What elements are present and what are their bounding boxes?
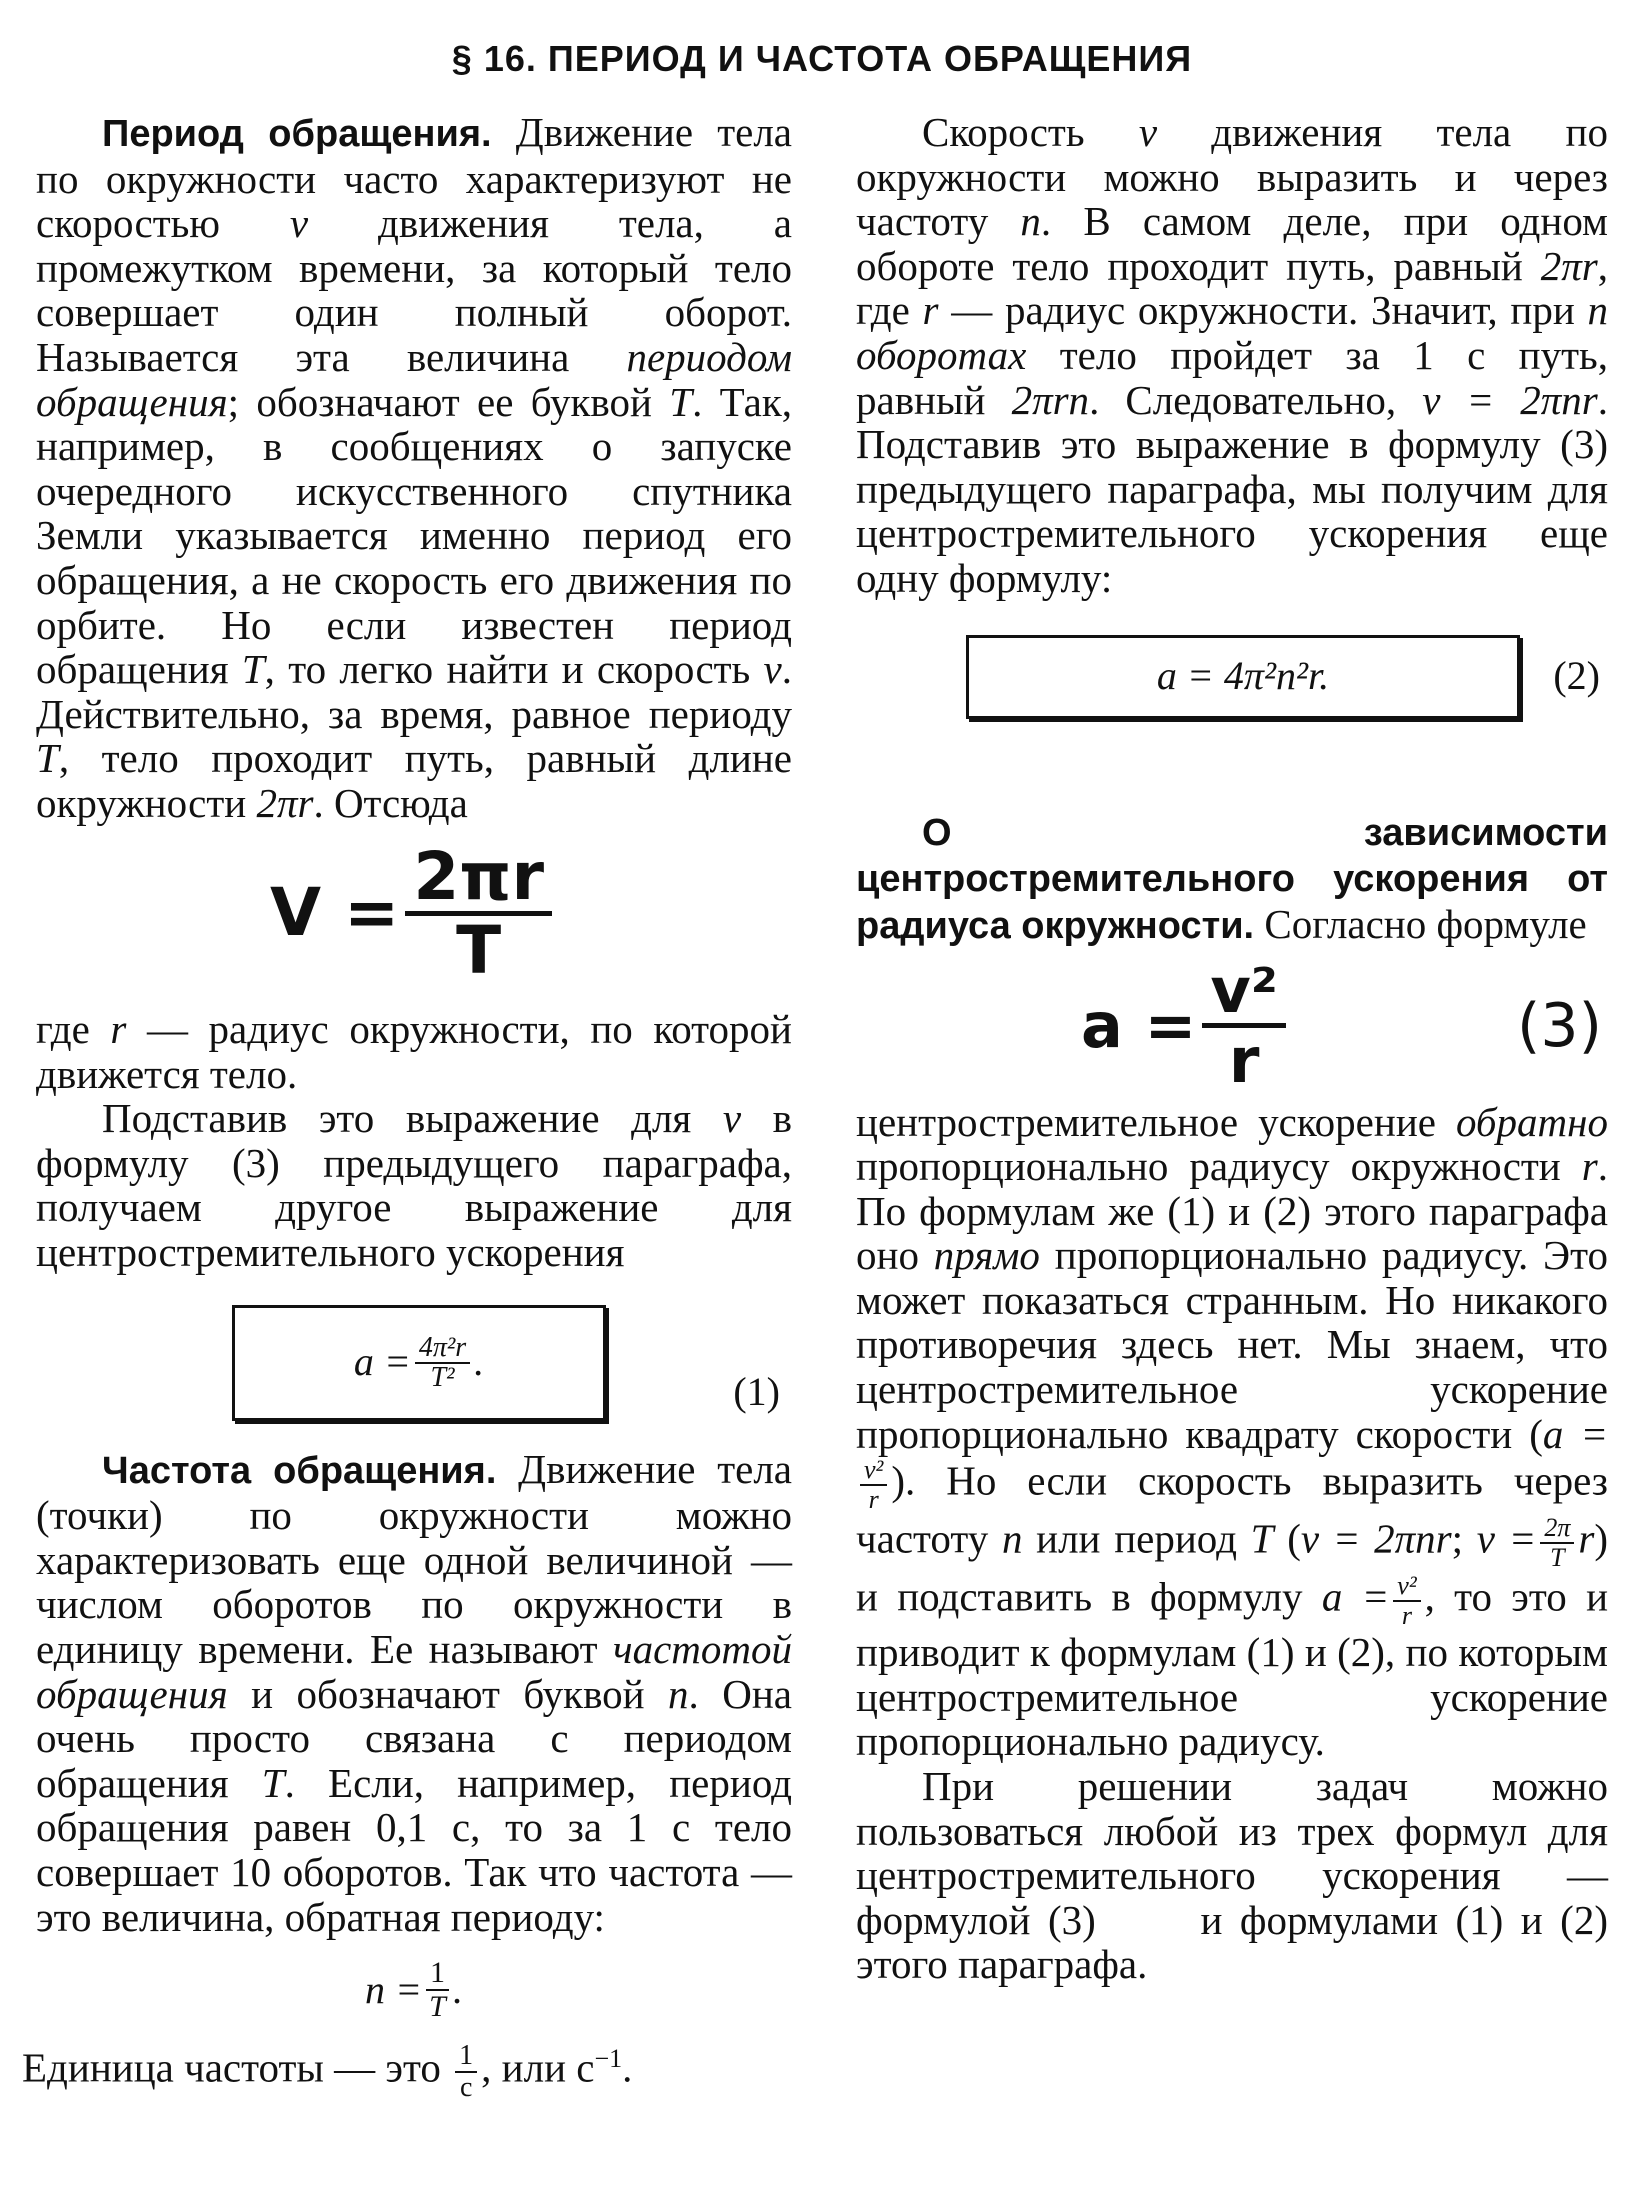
formula-box-2: a = 4π²n²r.: [966, 635, 1520, 719]
paragraph-where-r: [36, 1007, 792, 1096]
text: , или с: [481, 2044, 595, 2091]
subheading-frequency: Частота обращения.: [102, 1449, 497, 1492]
fraction-denominator: с: [459, 2072, 473, 2104]
expr-v-equals: v = 2πnr: [1300, 1515, 1452, 1562]
var-n: n: [1020, 198, 1041, 245]
fraction-numerator: 1: [455, 2041, 477, 2073]
inline-formula-lhs: a =: [1542, 1410, 1608, 1457]
paragraph-frequency: [36, 1447, 792, 1940]
formula-dot: .: [474, 1339, 485, 1385]
text: ;: [1451, 1515, 1477, 1562]
exponent: −1: [594, 2044, 623, 2074]
text: . Так, например, в сообщениях о запуске очередного искусственного спутника Земли указывается именно период его обращения, а не скорость его движения по орбите. Но если известен период обращения: [36, 378, 792, 693]
text: Движение тела по окружности часто характеризуют не скоростью: [36, 109, 792, 247]
text: (: [1273, 1515, 1301, 1562]
expr-2pir: 2πr: [256, 779, 314, 826]
var-T: T: [261, 1759, 285, 1806]
left-column: [22, 109, 793, 2104]
text: ; обозначают ее буквой: [227, 378, 670, 425]
text: . Подставив это выражение в формулу (3) предыдущего параграфа, мы получим для центростремительного ускорения еще одну формулу:: [856, 376, 1608, 601]
term-period: периодом обращения: [36, 333, 792, 425]
text: тело пройдет за 1 с путь, равный: [856, 331, 1608, 423]
emph-inversely: обратно: [1455, 1098, 1608, 1145]
var-T: T: [36, 735, 59, 782]
inline-fraction: [1393, 1572, 1420, 1630]
fraction-numerator: 2π: [1540, 1514, 1574, 1544]
paragraph-period: [36, 110, 792, 826]
paragraph-dependence: [856, 809, 1608, 949]
formula-lhs: a =: [353, 1339, 411, 1385]
unit-fraction: [455, 2041, 477, 2103]
text: . Если, например, период обращения равен 0,1 с, то за 1 с тело совершает 10 оборотов. Так что частота — это величина, обратная периоду:: [36, 1759, 792, 1940]
formula-2-row: [856, 635, 1608, 719]
text: — радиус окружности, по которой движется тело.: [36, 1006, 792, 1097]
inline-fraction: [860, 1456, 887, 1514]
subheading-period: Период обращения.: [102, 113, 492, 155]
text: Единица частоты — это: [22, 2044, 452, 2091]
formula-1-row: [36, 1305, 792, 1421]
fraction-denominator: r: [1228, 1024, 1260, 1098]
text: Подставив это выражение для: [102, 1095, 723, 1142]
text: в формулу (3) предыдущего параграфа, получаем другое выражение для центростремительного ускорения: [36, 1095, 792, 1276]
text: где: [36, 1006, 111, 1053]
fraction-numerator: 2πr: [405, 842, 552, 916]
expr-2pirn: 2πrn: [1011, 376, 1090, 423]
equation-number-3: (3): [1517, 990, 1602, 1061]
fraction-denominator: T: [1550, 1543, 1565, 1573]
text: и обозначают буквой: [227, 1670, 669, 1717]
text: . Следовательно,: [1089, 376, 1423, 423]
text: . В самом деле, при одном обороте тело проходит путь, равный: [856, 198, 1608, 289]
text: или период: [1022, 1515, 1251, 1562]
formula-fraction: [415, 1331, 470, 1393]
text: . Действительно, за время, равное периоду: [36, 646, 792, 737]
paragraph-speed-frequency: [856, 110, 1608, 601]
var-T: T: [241, 646, 265, 693]
fraction-denominator: T: [429, 1990, 446, 2024]
var-r: r: [1581, 1143, 1598, 1190]
var-n: n: [668, 1670, 689, 1717]
inline-fraction: [1540, 1514, 1574, 1572]
formula-fraction: [405, 837, 552, 989]
text: . Она очень просто связана с периодом обращения: [36, 1670, 793, 1806]
text: ). Но если скорость выразить через частоту: [856, 1457, 1608, 1562]
expr-n-turns: n оборотах: [856, 287, 1608, 378]
text: — радиус окружности. Значит, при: [938, 287, 1588, 334]
formula-lhs: a =: [1081, 988, 1197, 1062]
text: Скорость: [922, 109, 1139, 155]
fraction-denominator: r: [1401, 1601, 1413, 1631]
var-v: v: [289, 200, 309, 247]
text: , где: [856, 242, 1608, 334]
fraction-numerator: v²: [1393, 1572, 1420, 1602]
term-frequency: частотой обращения: [36, 1626, 792, 1717]
fraction-denominator: T²: [430, 1361, 455, 1393]
text: .: [622, 2044, 633, 2091]
formula-fraction: [1202, 954, 1286, 1098]
text: пропорционально радиусу. Это может показаться странным. Но никакого противоречия здесь нет. Мы знаем, что центростремительное ускорение пропорционально квадрату скорости (: [856, 1232, 1608, 1457]
paragraph-contradiction: [856, 1100, 1608, 1765]
var-r: r: [922, 287, 939, 334]
inline-formula-lhs: a =: [1321, 1573, 1390, 1620]
text: . Отсюда: [313, 779, 468, 826]
fraction-numerator: 4π²r: [415, 1334, 470, 1364]
handwritten-formula-v: [36, 837, 792, 989]
var-T: T: [1250, 1515, 1274, 1562]
text: , то легко найти и скорость: [264, 646, 764, 693]
var-v: v: [1138, 109, 1158, 155]
fraction-denominator: r: [868, 1485, 879, 1515]
text: движения тела, а промежутком времени, за который тело совершает один полный оборот. Называется эта величина: [36, 200, 792, 380]
paragraph-substitute: [36, 1096, 792, 1274]
formula-fraction: [426, 1957, 449, 2023]
section-heading: § 16. ПЕРИОД И ЧАСТОТА ОБРАЩЕНИЯ: [451, 38, 1193, 79]
paragraph-conclusion: При решении задач можно пользоваться любой из трех формул для центростремительного ускорения — формулой (3) и формулами (1) и (2) этого параграфа.: [856, 1763, 1619, 1988]
formula-lhs: n =: [365, 1966, 422, 2012]
text: движения тела по окружности можно выразить и через частоту: [856, 109, 1608, 245]
var-T: T: [669, 378, 693, 425]
inline-formula-lhs: v =: [1476, 1515, 1537, 1562]
formula-body: [856, 954, 1517, 1098]
paragraph-unit: [22, 2037, 792, 2103]
fraction-numerator: v²: [1202, 958, 1286, 1028]
text: центростремительное ускорение: [856, 1098, 1456, 1145]
var-v: v: [763, 646, 782, 693]
right-column: [856, 109, 1619, 1988]
text: пропорционально радиусу окружности: [856, 1143, 1582, 1190]
formula-dot: .: [453, 1966, 463, 2012]
var-n: n: [1001, 1515, 1023, 1562]
text: Движение тела (точки) по окружности можно характеризовать еще одной величиной — числом оборотов по окружности в единицу времени. Ее называют: [36, 1445, 792, 1673]
formula-lhs: V =: [269, 874, 400, 951]
fraction-numerator: v²: [860, 1456, 887, 1486]
equation-number-2: (2): [1553, 653, 1600, 699]
text: . По формулам же (1) и (2) этого параграфа оно: [856, 1143, 1608, 1279]
text: Согласно формуле: [1254, 900, 1587, 947]
equation-number-1: (1): [733, 1369, 780, 1415]
text: , то это и приводит к формулам (1) и (2), по которым центростремительное ускорение пропорционально радиусу.: [856, 1573, 1609, 1765]
fraction-numerator: 1: [426, 1957, 449, 1991]
expr-v-equals: v = 2πnr: [1422, 376, 1598, 423]
formula-box-1: [232, 1305, 606, 1421]
expr-2pir: 2πr: [1540, 242, 1598, 289]
fraction-denominator: T: [456, 911, 502, 989]
formula-n: [36, 1957, 792, 2023]
var-r: r: [110, 1006, 127, 1053]
var-v: v: [722, 1095, 742, 1142]
text: ) и подставить в формулу: [856, 1515, 1608, 1620]
subheading-dependence: О зависимости центростремительного ускорения от радиуса окружности.: [856, 811, 1608, 947]
handwritten-formula-a: [856, 954, 1608, 1098]
text: , тело проходит путь, равный длине окружности: [36, 735, 792, 826]
var-r: r: [1578, 1515, 1595, 1562]
emph-directly: прямо: [933, 1232, 1040, 1279]
